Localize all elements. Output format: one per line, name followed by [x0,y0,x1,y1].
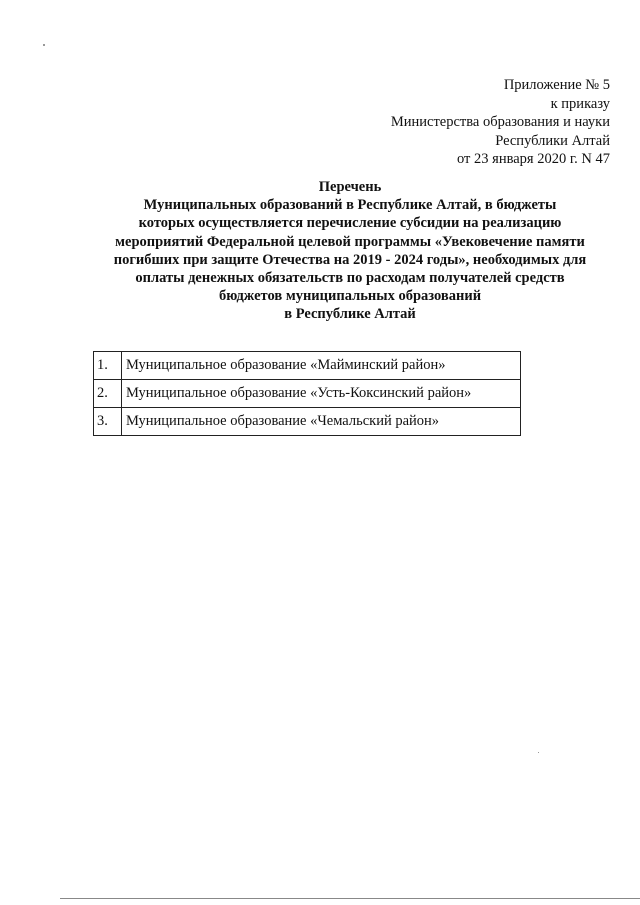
scan-edge-line [60,898,640,899]
scan-speck [538,752,539,753]
title-line: оплаты денежных обязательств по расходам получателей средств [135,270,565,287]
scan-speck [43,44,45,46]
title-line: которых осуществляется перечисление субсидии на реализацию [138,215,562,232]
municipality-name: Муниципальное образование «Усть-Коксинский район» [122,380,521,408]
table-row [94,380,521,408]
order-reference: к приказу [550,95,610,112]
document-title [60,178,640,324]
appendix-number: Приложение № 5 [503,77,610,93]
municipalities-table [93,351,521,436]
title-line: Муниципальных образований в Республике Алтай, в бюджеты [143,197,557,214]
municipality-name: Муниципальное образование «Майминский район» [122,352,521,380]
ministry-name: Министерства образования и науки [390,114,610,130]
table-row [94,408,521,436]
order-date: от 23 января 2020 г. N 47 [457,151,610,167]
title-line: в Республике Алтай [284,306,416,323]
title-line: погибших при защите Отечества на 2019 - 2024 годы», необходимых для [113,251,587,268]
republic-name: Республики Алтай [495,132,610,149]
title-line: мероприятий Федеральной целевой программы «Увековечение памяти [115,233,585,250]
municipality-name: Муниципальное образование «Чемальский район» [122,408,521,436]
title-line: Перечень [318,179,382,195]
appendix-header [391,76,610,169]
row-number: 1. [94,352,122,380]
row-number: 3. [94,408,122,436]
title-line: бюджетов муниципальных образований [218,288,482,305]
row-number: 2. [94,380,122,408]
table-row [94,352,521,380]
